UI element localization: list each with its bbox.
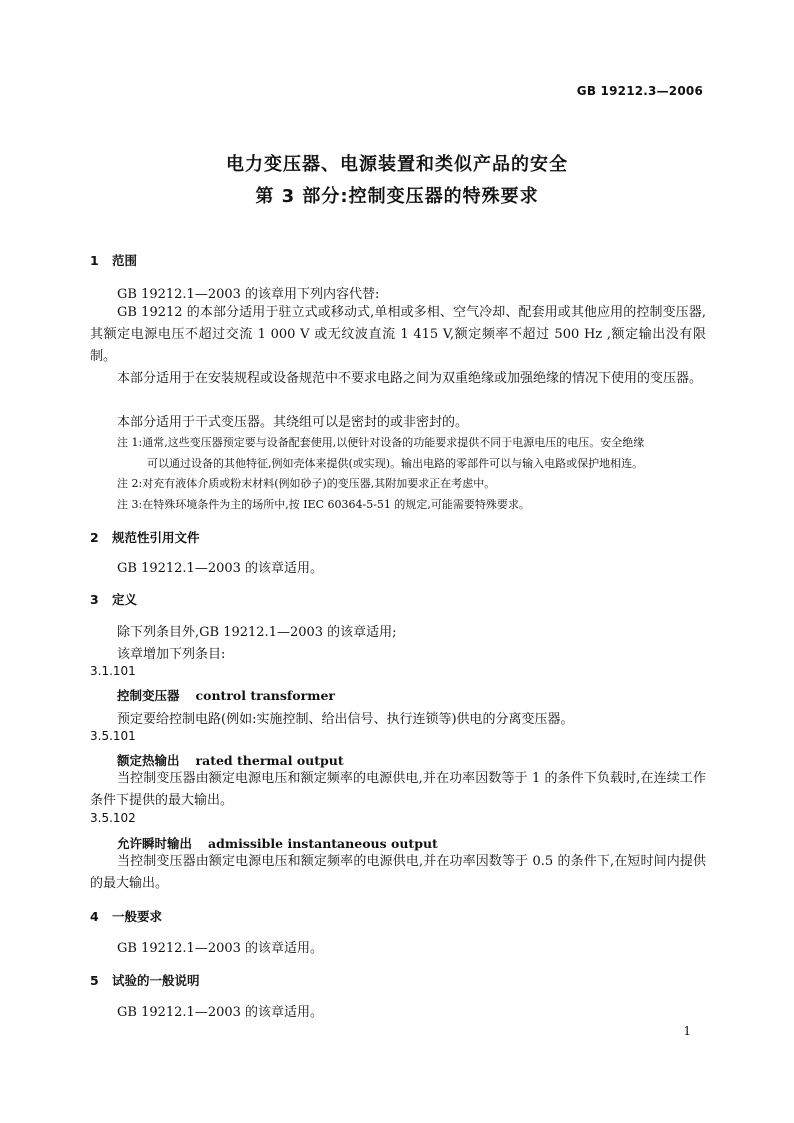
section-number: 5 xyxy=(90,973,99,988)
note-2: 注 2:对充有液体介质或粉末材料(例如砂子)的变压器,其附加要求正在考虑中。 xyxy=(117,477,496,490)
document-title-line-2: 第 3 部分:控制变压器的特殊要求 xyxy=(255,186,539,207)
section-3-paragraph-2: 该章增加下列条目: xyxy=(117,647,226,662)
section-1-paragraph-4: 本部分适用于干式变压器。其绕组可以是密封的或非密封的。 xyxy=(117,415,469,430)
standard-number: GB 19212.3—2006 xyxy=(576,84,703,98)
section-title: 试验的一般说明 xyxy=(112,973,200,988)
clause-3-5-102-number: 3.5.102 xyxy=(90,811,136,825)
clause-3-5-101-number: 3.5.101 xyxy=(90,729,136,743)
note-3: 注 3:在特殊环境条件为主的场所中,按 IEC 60364-5-51 的规定,可能需要特殊要求。 xyxy=(117,498,530,511)
clause-3-1-101-definition: 预定要给控制电路(例如:实施控制、给出信号、执行连锁等)供电的分离变压器。 xyxy=(117,712,574,727)
clause-3-5-102-term xyxy=(117,834,438,852)
note-1-line-1: 注 1:通常,这些变压器预定要与设备配套使用,以便针对设备的功能要求提供不同于电源电压的电压。安全绝缘 xyxy=(117,436,645,449)
term-english: control transformer xyxy=(195,688,335,703)
term-english: rated thermal output xyxy=(195,753,344,768)
section-3-heading xyxy=(90,590,137,608)
section-1-paragraph-2: GB 19212 的本部分适用于驻立式或移动式,单相或多相、空气冷却、配套用或其他应用的控制变压器,其额定电源电压不超过交流 1 000 V 或无纹波直流 1 415 V,额定频率不超过 500 Hz ,额定输出没有限制。 xyxy=(90,305,706,364)
term-english: admissible instantaneous output xyxy=(208,836,438,851)
section-2-heading xyxy=(90,528,200,546)
section-4-heading xyxy=(90,907,162,925)
page-number: 1 xyxy=(683,1024,691,1038)
section-number: 1 xyxy=(90,253,99,268)
section-number: 2 xyxy=(90,530,99,545)
section-1-heading xyxy=(90,251,137,269)
clause-3-1-101-number: 3.1.101 xyxy=(90,664,136,678)
section-5-heading xyxy=(90,971,200,989)
term-chinese: 额定热输出 xyxy=(117,753,180,768)
note-1-line-2: 可以通过设备的其他特征,例如壳体来提供(或实现)。输出电路的零部件可以与输入电路或保护地相连。 xyxy=(147,457,644,470)
term-chinese: 允许瞬时输出 xyxy=(117,836,193,851)
section-1-paragraph-3: 本部分适用于在安装规程或设备规范中不要求电路之间为双重绝缘或加强绝缘的情况下使用的变压器。 xyxy=(117,371,703,386)
section-5-paragraph-1: GB 19212.1—2003 的该章适用。 xyxy=(117,1005,324,1020)
clause-3-5-102-definition: 当控制变压器由额定电源电压和额定频率的电源供电,并在功率因数等于 0.5 的条件下,在短时间内提供的最大输出。 xyxy=(90,854,706,891)
clause-3-5-101-term xyxy=(117,751,344,769)
section-number: 3 xyxy=(90,592,99,607)
section-title: 一般要求 xyxy=(112,909,163,924)
term-chinese: 控制变压器 xyxy=(117,688,180,703)
section-title: 规范性引用文件 xyxy=(112,530,200,545)
clause-3-5-101-definition: 当控制变压器由额定电源电压和额定频率的电源供电,并在功率因数等于 1 的条件下负载时,在连续工作条件下提供的最大输出。 xyxy=(90,771,706,808)
section-2-paragraph-1: GB 19212.1—2003 的该章适用。 xyxy=(117,561,324,576)
document-title-line-1: 电力变压器、电源装置和类似产品的安全 xyxy=(226,154,568,175)
section-title: 范围 xyxy=(112,253,138,268)
section-3-paragraph-1: 除下列条目外,GB 19212.1—2003 的该章适用; xyxy=(117,625,397,640)
section-title: 定义 xyxy=(112,592,138,607)
clause-3-1-101-term xyxy=(117,686,335,704)
section-4-paragraph-1: GB 19212.1—2003 的该章适用。 xyxy=(117,941,324,956)
section-1-paragraph-1: GB 19212.1—2003 的该章用下列内容代替: xyxy=(117,287,380,302)
section-number: 4 xyxy=(90,909,99,924)
